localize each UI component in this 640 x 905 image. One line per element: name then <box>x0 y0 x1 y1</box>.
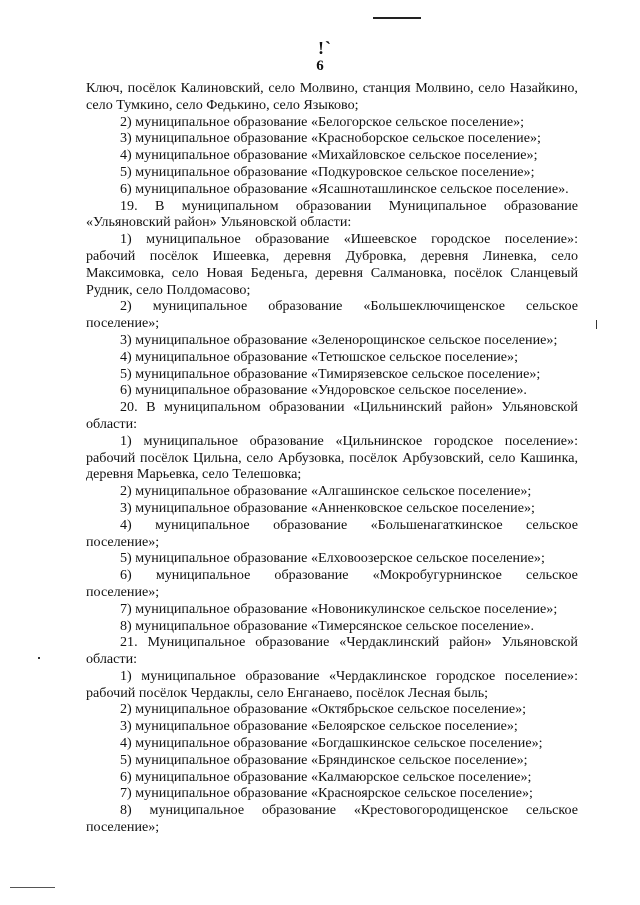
text-line: области: <box>86 651 138 668</box>
text-line: Ключ, посёлок Калиновский, село Молвино, станция Молвино, село Назайкино, <box>86 80 578 96</box>
text-line: рабочий посёлок Ишеевка, деревня Дубровка, деревня Линевка, село <box>86 247 578 264</box>
text-line: поселение»; <box>86 315 160 332</box>
text-line: 3) муниципальное образование «Красноборское сельское поселение»; <box>120 130 541 147</box>
footer-rule <box>10 887 55 888</box>
text-line: 4) муниципальное образование «Тетюшское сельское поселение»; <box>120 348 519 365</box>
text-line: 8) муниципальное образование «Тимерсянское сельское поселение». <box>120 617 535 634</box>
text-line: Максимовка, село Новая Беденьга, деревня Салмановка, посёлок Сланцевый <box>86 264 578 281</box>
text-line: рабочий посёлок Чердаклы, село Енганаево, посёлок Лесная быль; <box>86 684 489 701</box>
text-line: поселение»; <box>86 583 160 600</box>
text-line: 5) муниципальное образование «Елховоозерское сельское поселение»; <box>120 550 545 567</box>
text-line: 4) муниципальное образование «Большенагаткинское сельское <box>120 516 578 533</box>
text-line: 21. Муниципальное образование «Чердаклинский район» Ульяновской <box>120 634 578 651</box>
header-stamp: !` <box>318 38 332 58</box>
text-line: 2) муниципальное образование «Октябрьское сельское поселение»; <box>120 701 527 718</box>
document-body <box>86 80 578 836</box>
text-line: 7) муниципальное образование «Новоникулинское сельское поселение»; <box>120 600 558 617</box>
text-line: 6) муниципальное образование «Ундоровское сельское поселение». <box>120 382 527 399</box>
text-line: деревня Марьевка, село Телешовка; <box>86 466 302 483</box>
text-line: поселение»; <box>86 533 160 550</box>
text-line: Рудник, село Полдомасово; <box>86 281 251 298</box>
text-line: 1) муниципальное образование «Чердаклинское городское поселение»: <box>120 667 578 684</box>
text-line: 4) муниципальное образование «Михайловское сельское поселение»; <box>120 147 538 164</box>
text-line: 5) муниципальное образование «Тимирязевское сельское поселение»; <box>120 365 541 382</box>
text-line: село Тумкино, село Федькино, село Языково; <box>86 96 359 113</box>
text-line: 6) муниципальное образование «Мокробугурнинское сельское <box>120 567 578 584</box>
text-line: 1) муниципальное образование «Ишеевское городское поселение»: <box>120 231 578 248</box>
text-line: 1) муниципальное образование «Цильнинское городское поселение»: <box>120 432 578 449</box>
text-line: 3) муниципальное образование «Анненковское сельское поселение»; <box>120 499 535 516</box>
text-line: 5) муниципальное образование «Подкуровское сельское поселение»; <box>120 163 535 180</box>
text-line: 4) муниципальное образование «Богдашкинское сельское поселение»; <box>120 735 543 752</box>
text-line: 19. В муниципальном образовании Муниципальное образование <box>120 197 578 214</box>
text-line: 20. В муниципальном образовании «Цильнинский район» Ульяновской <box>120 399 578 416</box>
text-line: 2) муниципальное образование «Белогорское сельское поселение»; <box>120 113 525 130</box>
text-line: 2) муниципальное образование «Большеключищенское сельское <box>120 298 578 315</box>
text-line: 6) муниципальное образование «Ясашноташлинское сельское поселение». <box>120 180 569 197</box>
text-line: 6) муниципальное образование «Калмаюрское сельское поселение»; <box>120 768 532 785</box>
scan-speck <box>596 320 597 329</box>
scan-speck <box>38 657 40 659</box>
text-line: 2) муниципальное образование «Алгашинское сельское поселение»; <box>120 483 532 500</box>
text-line: 3) муниципальное образование «Зеленорощинское сельское поселение»; <box>120 331 558 348</box>
text-line: 5) муниципальное образование «Бряндинское сельское поселение»; <box>120 751 528 768</box>
text-line: рабочий посёлок Цильна, село Арбузовка, посёлок Арбузовский, село Кашинка, <box>86 449 578 466</box>
header-rule <box>373 17 421 19</box>
page-number: 6 <box>316 58 324 74</box>
text-line: 3) муниципальное образование «Белоярское сельское поселение»; <box>120 718 518 735</box>
text-line: области: <box>86 415 138 432</box>
text-line: «Ульяновский район» Ульяновской области: <box>86 214 352 231</box>
text-line: 7) муниципальное образование «Красноярское сельское поселение»; <box>120 785 533 802</box>
text-line: 8) муниципальное образование «Крестовогородищенское сельское <box>120 802 578 819</box>
text-line: поселение»; <box>86 819 160 836</box>
